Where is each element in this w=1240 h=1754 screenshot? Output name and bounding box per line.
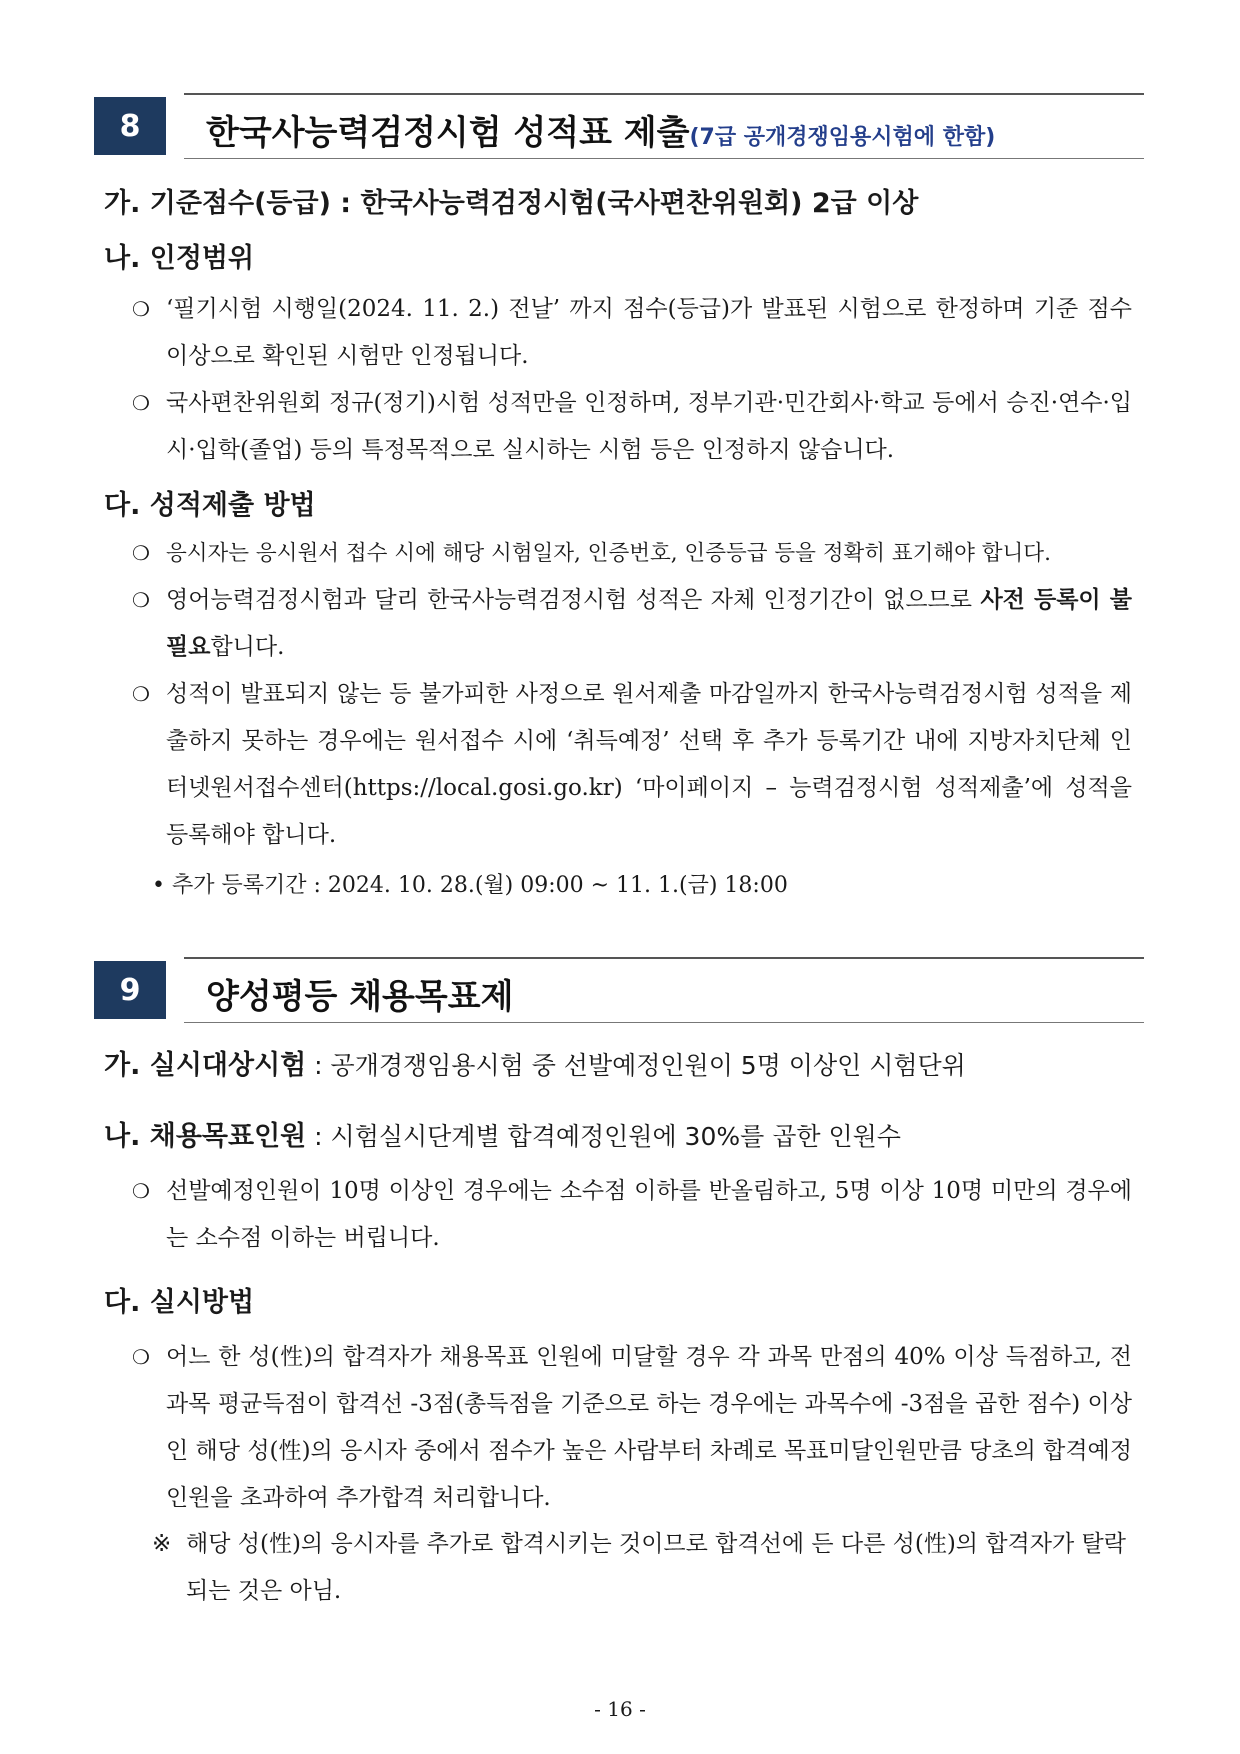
subheading-da: 다. 실시방법 bbox=[104, 1287, 255, 1318]
list-item-text: 국사편찬위원회 정규(정기)시험 성적만을 인정하며, 정부기관·민간회사·학교 등에서 승진·연수·입시·입학(졸업) 등의 특정목적으로 실시하는 시험 등은 인정하지 않습니다. bbox=[166, 390, 1132, 463]
section-number-badge: 8 bbox=[94, 97, 166, 155]
section-title-note: (7급 공개경쟁임용시험에 한함) bbox=[689, 125, 996, 150]
header-rule-top bbox=[184, 93, 1144, 95]
list-item bbox=[132, 577, 1132, 671]
subheading-label: 나. 채용목표인원 bbox=[104, 1121, 307, 1152]
list-item bbox=[132, 1168, 1132, 1262]
circle-bullet-icon: ❍ bbox=[132, 1345, 150, 1369]
circle-bullet-icon: ❍ bbox=[132, 541, 150, 565]
list-item-text: 어느 한 성(性)의 합격자가 채용목표 인원에 미달할 경우 각 과목 만점의 40% 이상 득점하고, 전 과목 평균득점이 합격선 -3점(총득점을 기준으로 하는 경우에는 과목수에 -3점을 곱한 점수) 이상인 해당 성(性)의 응시자 중에서 점수가 높은 사람부터 차례로 목표미달인원만큼 당초의 합격예정인원을 초과하여 추가합격 처리합니다. bbox=[166, 1344, 1132, 1511]
subheading-text: : 공개경쟁임용시험 중 선발예정인원이 5명 이상인 시험단위 bbox=[306, 1051, 966, 1080]
section-number-badge: 9 bbox=[94, 961, 166, 1019]
circle-bullet-icon: ❍ bbox=[132, 391, 150, 415]
section-9-header bbox=[94, 961, 1144, 1019]
subheading-text: : 시험실시단계별 합격예정인원에 30%를 곱한 인원수 bbox=[306, 1122, 901, 1151]
section-title-text: 한국사능력검정시험 성적표 제출 bbox=[206, 113, 690, 153]
item-text-post: 합니다. bbox=[210, 634, 285, 660]
section-8-header bbox=[94, 97, 1144, 155]
list-item bbox=[132, 530, 1132, 577]
list-item-text: ‘필기시험 시행일(2024. 11. 2.) 전날’ 까지 점수(등급)가 발표된 시험으로 한정하며 기준 점수 이상으로 확인된 시험만 인정됩니다. bbox=[166, 296, 1132, 369]
circle-bullet-icon: ❍ bbox=[132, 588, 150, 612]
section-title bbox=[206, 105, 995, 154]
circle-bullet-icon: ❍ bbox=[132, 682, 150, 706]
item-text-bold: 사전 등록이 불필요 bbox=[166, 587, 1132, 660]
list-item bbox=[132, 1334, 1132, 1522]
item-text-pre: 영어능력검정시험과 달리 한국사능력검정시험 성적은 자체 인정기간이 없으므로 bbox=[166, 587, 981, 613]
circle-bullet-icon: ❍ bbox=[132, 1179, 150, 1203]
list-item-text: 응시자는 응시원서 접수 시에 해당 시험일자, 인증번호, 인증등급 등을 정확히 표기해야 합니다. bbox=[166, 541, 1051, 566]
header-rule-bottom bbox=[184, 1022, 1144, 1023]
list-item-text: 선발예정인원이 10명 이상인 경우에는 소수점 이하를 반올림하고, 5명 이상 10명 미만의 경우에는 소수점 이하는 버립니다. bbox=[166, 1178, 1132, 1251]
registration-period: • 추가 등록기간 : 2024. 10. 28.(월) 09:00 ~ 11. 1.(금) 18:00 bbox=[152, 873, 788, 898]
subheading-da: 다. 성적제출 방법 bbox=[104, 490, 316, 521]
section-title: 양성평등 채용목표제 bbox=[206, 977, 514, 1017]
subheading-label: 가. 실시대상시험 bbox=[104, 1050, 307, 1081]
note-text: 해당 성(性)의 응시자를 추가로 합격시키는 것이므로 합격선에 든 다른 성(性)의 합격자가 탈락되는 것은 아님. bbox=[186, 1531, 1126, 1604]
list-item bbox=[132, 380, 1132, 474]
subheading-ga bbox=[104, 1043, 966, 1082]
list-item bbox=[132, 286, 1132, 380]
list-item-text bbox=[166, 577, 1132, 671]
subheading-na bbox=[104, 1114, 901, 1153]
list-item bbox=[132, 671, 1132, 859]
list-item-text: 성적이 발표되지 않는 등 불가피한 사정으로 원서제출 마감일까지 한국사능력검정시험 성적을 제출하지 못하는 경우에는 원서접수 시에 ‘취득예정’ 선택 후 추가 등록기간 내에 지방자치단체 인터넷원서접수센터(https://local.gosi.go.kr) ‘마이페이지 – 능력검정시험 성적제출’에 성적을 등록해야 합니다. bbox=[166, 681, 1132, 848]
reference-note bbox=[152, 1521, 1142, 1615]
note-mark-icon: ※ bbox=[152, 1531, 172, 1557]
header-rule-bottom bbox=[184, 158, 1144, 159]
page-number: - 16 - bbox=[594, 1697, 646, 1721]
circle-bullet-icon: ❍ bbox=[132, 297, 150, 321]
header-rule-top bbox=[184, 957, 1144, 959]
subheading-ga: 가. 기준점수(등급) : 한국사능력검정시험(국사편찬위원회) 2급 이상 bbox=[104, 188, 919, 219]
subheading-na: 나. 인정범위 bbox=[104, 243, 255, 274]
